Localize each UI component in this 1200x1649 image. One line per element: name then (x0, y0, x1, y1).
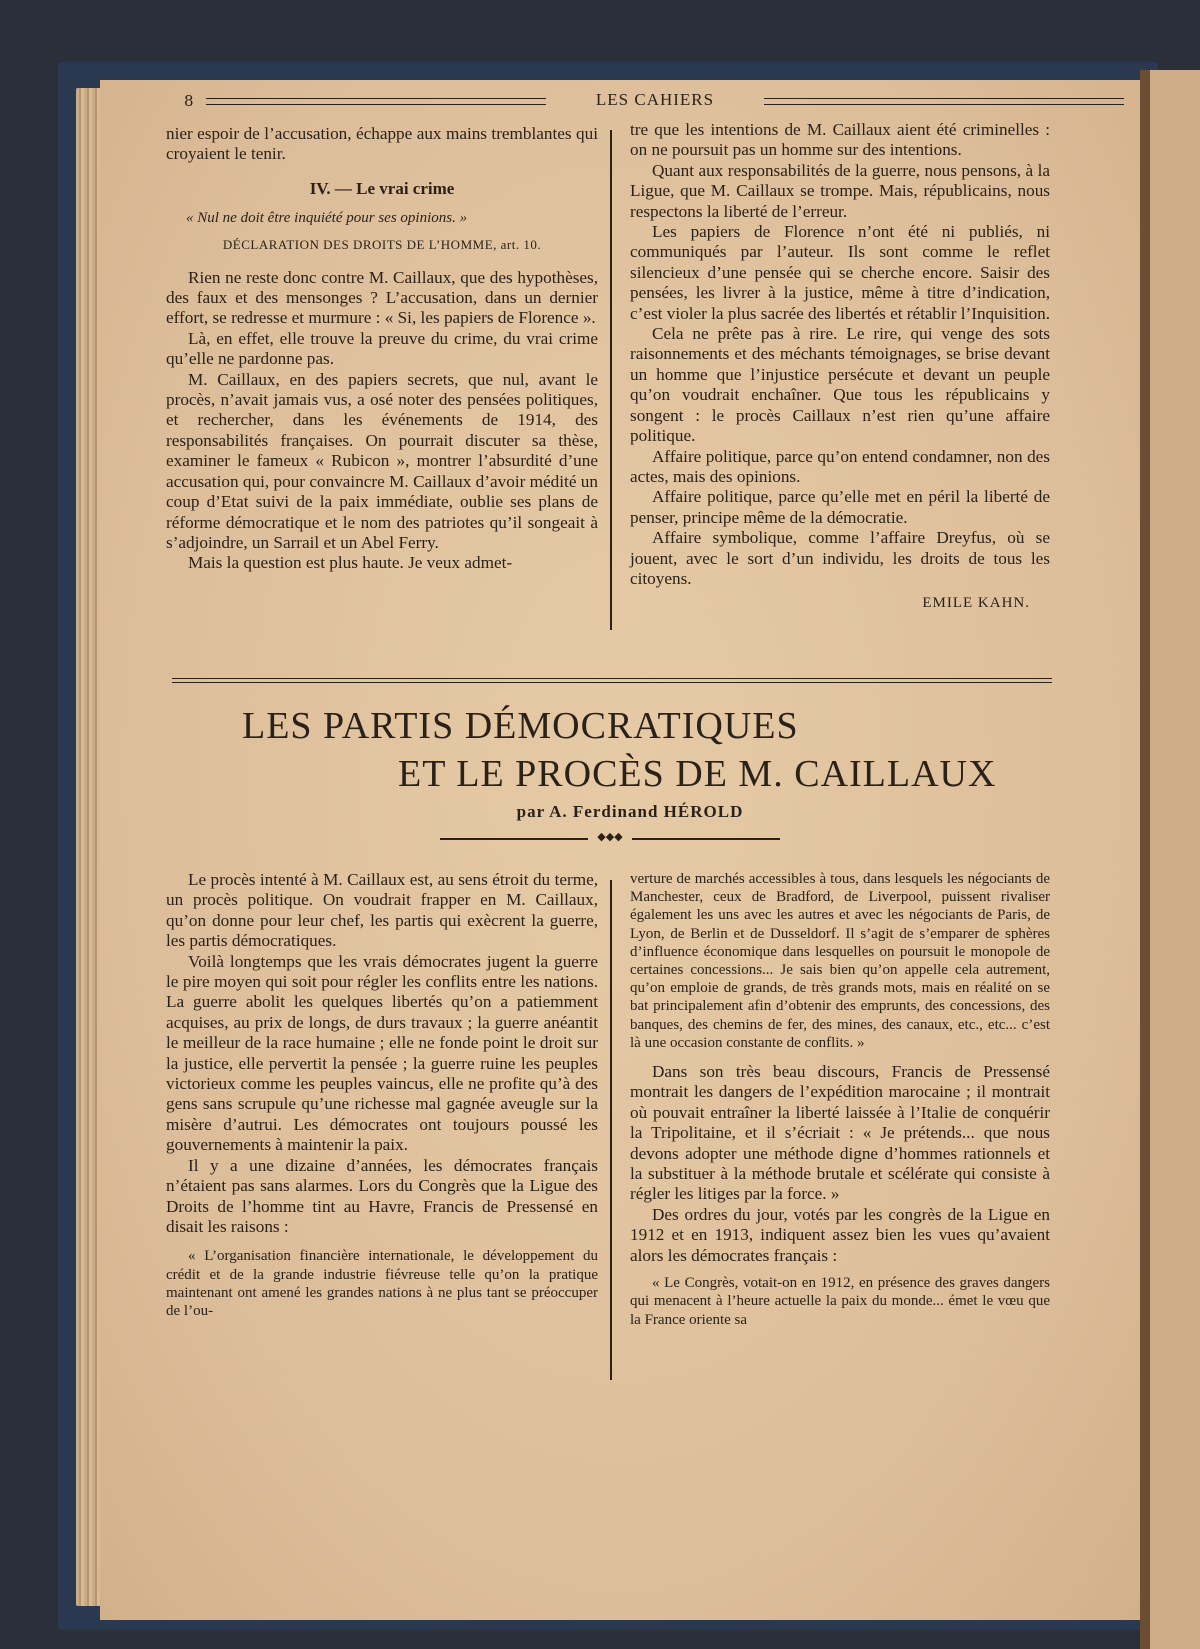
paragraph: Quant aux responsabilités de la guerre, nous pensons, à la Ligue, que M. Caillaux se trompe. Mais, républicains, nous respectons la liberté de l’erreur. (630, 160, 1050, 221)
epigraph: « Nul ne doit être inquiété pour ses opinions. » (186, 210, 468, 227)
paragraph: Mais la question est plus haute. Je veux admet- (188, 553, 513, 573)
article-title-line2: ET LE PROCÈS DE M. CAILLAUX (398, 753, 997, 795)
bottom-right-column (630, 870, 1050, 1329)
header-rule-left (206, 98, 546, 105)
paragraph: tre que les intentions de M. Caillaux aient été criminelles : on ne poursuit pas un homme sur des intentions. (630, 120, 1050, 160)
page (100, 80, 1140, 1620)
paragraph: Dans son très beau discours, Francis de Pressensé montrait les dangers de l’expédition marocaine ; il montrait où pouvait entraîner la liberté laissée à l’Italie de conquérir la Tripolitaine, et il s’écriait : « Je prétends... que nous devons adopter une méthode digne d’hommes rationnels et la substituer à la méthode brutale et scélérate qui consiste à régler les litiges par la force. » (630, 1062, 1050, 1204)
paragraph: M. Caillaux, en des papiers secrets, que nul, avant le procès, n’avait jamais vus, a osé noter des pensées politiques, et rechercher, dans les événements de 1914, des responsabilités françaises. On pourrait discuter sa thèse, examiner le fameux « Rubicon », montrer l’absurdité d’une accusation qui, pour convaincre M. Caillaux d’avoir médité un coup d’Etat suivi de la paix immédiate, oublie ses plans de réforme démocratique et le nom des patriotes qu’il songeait à s’adjoindre, un Sarrail et un Abel Ferry. (166, 369, 598, 552)
block-quote (630, 1274, 1050, 1329)
quote-paragraph: verture de marchés accessibles à tous, dans lesquels les négociants de Manchester, ceux de Bradford, de Liverpool, puissent rivaliser également les uns avec les autres et avec les négociants de Paris, de Lyon, de Berlin et de Dusseldorf. Il s’agit de s’emparer de sphères d’influence économique dans lesquelles on poursuit le monopole de certaines concessions... Je sais bien qu’on appelle cela autrement, qu’on emploie de grands, de très grands mots, mais en réalité on se bat principalement afin d’obtenir des emprunts, des concessions, des banques, des chemins de fer, des mines, des canaux, etc., etc... c’est là une occasion constante de conflits. » (630, 871, 1050, 1051)
title-ornament (440, 830, 780, 844)
block-quote (630, 870, 1050, 1052)
article-byline: par A. Ferdinand HÉROLD (516, 802, 744, 821)
article-title-line1: LES PARTIS DÉMOCRATIQUES (242, 705, 799, 747)
block-quote (166, 1247, 598, 1320)
running-title: LES CAHIERS (595, 90, 715, 109)
ornament-line (440, 838, 588, 840)
column-divider-top (610, 130, 612, 630)
paragraph: Il y a une dizaine d’années, les démocrates français n’étaient pas sans alarmes. Lors du Congrès que la Ligue des Droits de l’homme tint au Havre, Francis de Pressensé en disait les raisons : (166, 1155, 598, 1236)
section-title: IV. — Le vrai crime (309, 178, 455, 198)
ornament-line (632, 838, 780, 840)
paragraph: Là, en effet, elle trouve la preuve du crime, du vrai crime qu’elle ne pardonne pas. (166, 328, 598, 369)
column-divider-bottom (610, 880, 612, 1380)
paragraph: Affaire symbolique, comme l’affaire Dreyfus, où se jouent, avec le sort d’un individu, les droits de tous les citoyens. (630, 528, 1050, 588)
paragraph: Des ordres du jour, votés par les congrès de la Ligue en 1912 et en 1913, indiquent assez bien les vues qu’avaient alors les démocrates français : (630, 1204, 1050, 1265)
paragraph: Cela ne prête pas à rire. Le rire, qui venge des sots raisonnements et des méchants témoignages, se brise devant un homme que l’injustice persécute et devant un peuple qu’on voudrait enchaîner. Que tous les républicains y songent : le procès Caillaux n’est rien qu’une affaire politique. (630, 324, 1050, 446)
top-left-column (166, 124, 598, 574)
book-spine (1140, 70, 1200, 1649)
page-number: 8 (184, 92, 194, 110)
paragraph: Affaire politique, parce qu’elle met en péril la liberté de penser, principe même de la démocratie. (630, 487, 1050, 527)
paragraph: Rien ne reste donc contre M. Caillaux, que des hypothèses, des faux et des mensonges ? L’accusation, dans un dernier effort, se redresse et murmure : « Si, les papiers de Florence ». (166, 267, 598, 328)
epigraph-attribution: DÉCLARATION DES DROITS DE L’HOMME, art. 10. (222, 237, 542, 253)
paragraph: Le procès intenté à M. Caillaux est, au sens étroit du terme, un procès politique. On voudrait frapper en M. Caillaux, qu’on donne pour leur chef, les partis qui exècrent la guerre, les partis démocratiques. (166, 870, 598, 951)
header-rule-right (764, 98, 1124, 105)
quote-paragraph: « L’organisation financière internationale, le développement du crédit et de la grande industrie fiévreuse telle qu’on la pratique maintenant ont amené les grandes nations à ne plus tant se préoccuper de l’ou- (166, 1248, 598, 1319)
running-header (184, 90, 1124, 116)
paragraph: Les papiers de Florence n’ont été ni publiés, ni communiqués par l’auteur. Ils sont comme le reflet silencieux d’une pensée qui se cherche encore. Saisir des pensées, les livrer à la justice, même à titre d’indication, c’est violer la plus sacrée des libertés et rétablir l’Inquisition. (630, 222, 1050, 323)
bottom-left-column (166, 870, 598, 1320)
top-right-column (630, 120, 1050, 614)
paragraph: Voilà longtemps que les vrais démocrates jugent la guerre le pire moyen qui soit pour régler les conflits entre les nations. La guerre abolit les quelques libertés qu’on a patiemment acquises, au prix de longs, de durs travaux ; la guerre anéantit le meilleur de la race humaine ; elle ne fonde point le droit sur la justice, elle pervertit la pensée ; la guerre ruine les peuples victorieux comme les peuples vaincus, elle ne profite qu’à des gens sans scrupule qu’une richesse mal gagnée aveugle sur la misère d’autrui. Les démocrates ont toujours poussé les gouvernements à maintenir la paix. (166, 951, 598, 1155)
paragraph: nier espoir de l’accusation, échappe aux mains tremblantes qui croyaient le tenir. (166, 124, 598, 164)
section-separator (172, 678, 1052, 683)
ornament-diamonds: ◆◆◆ (597, 830, 623, 843)
quote-paragraph: « Le Congrès, votait-on en 1912, en présence des graves dangers qui menacent à l’heure actuelle la paix du monde... émet le vœu que la France oriente sa (630, 1275, 1050, 1328)
paragraph: Affaire politique, parce qu’on entend condamner, non des actes, mais des opinions. (630, 446, 1050, 486)
author-signature: EMILE KAHN. (922, 595, 1030, 612)
